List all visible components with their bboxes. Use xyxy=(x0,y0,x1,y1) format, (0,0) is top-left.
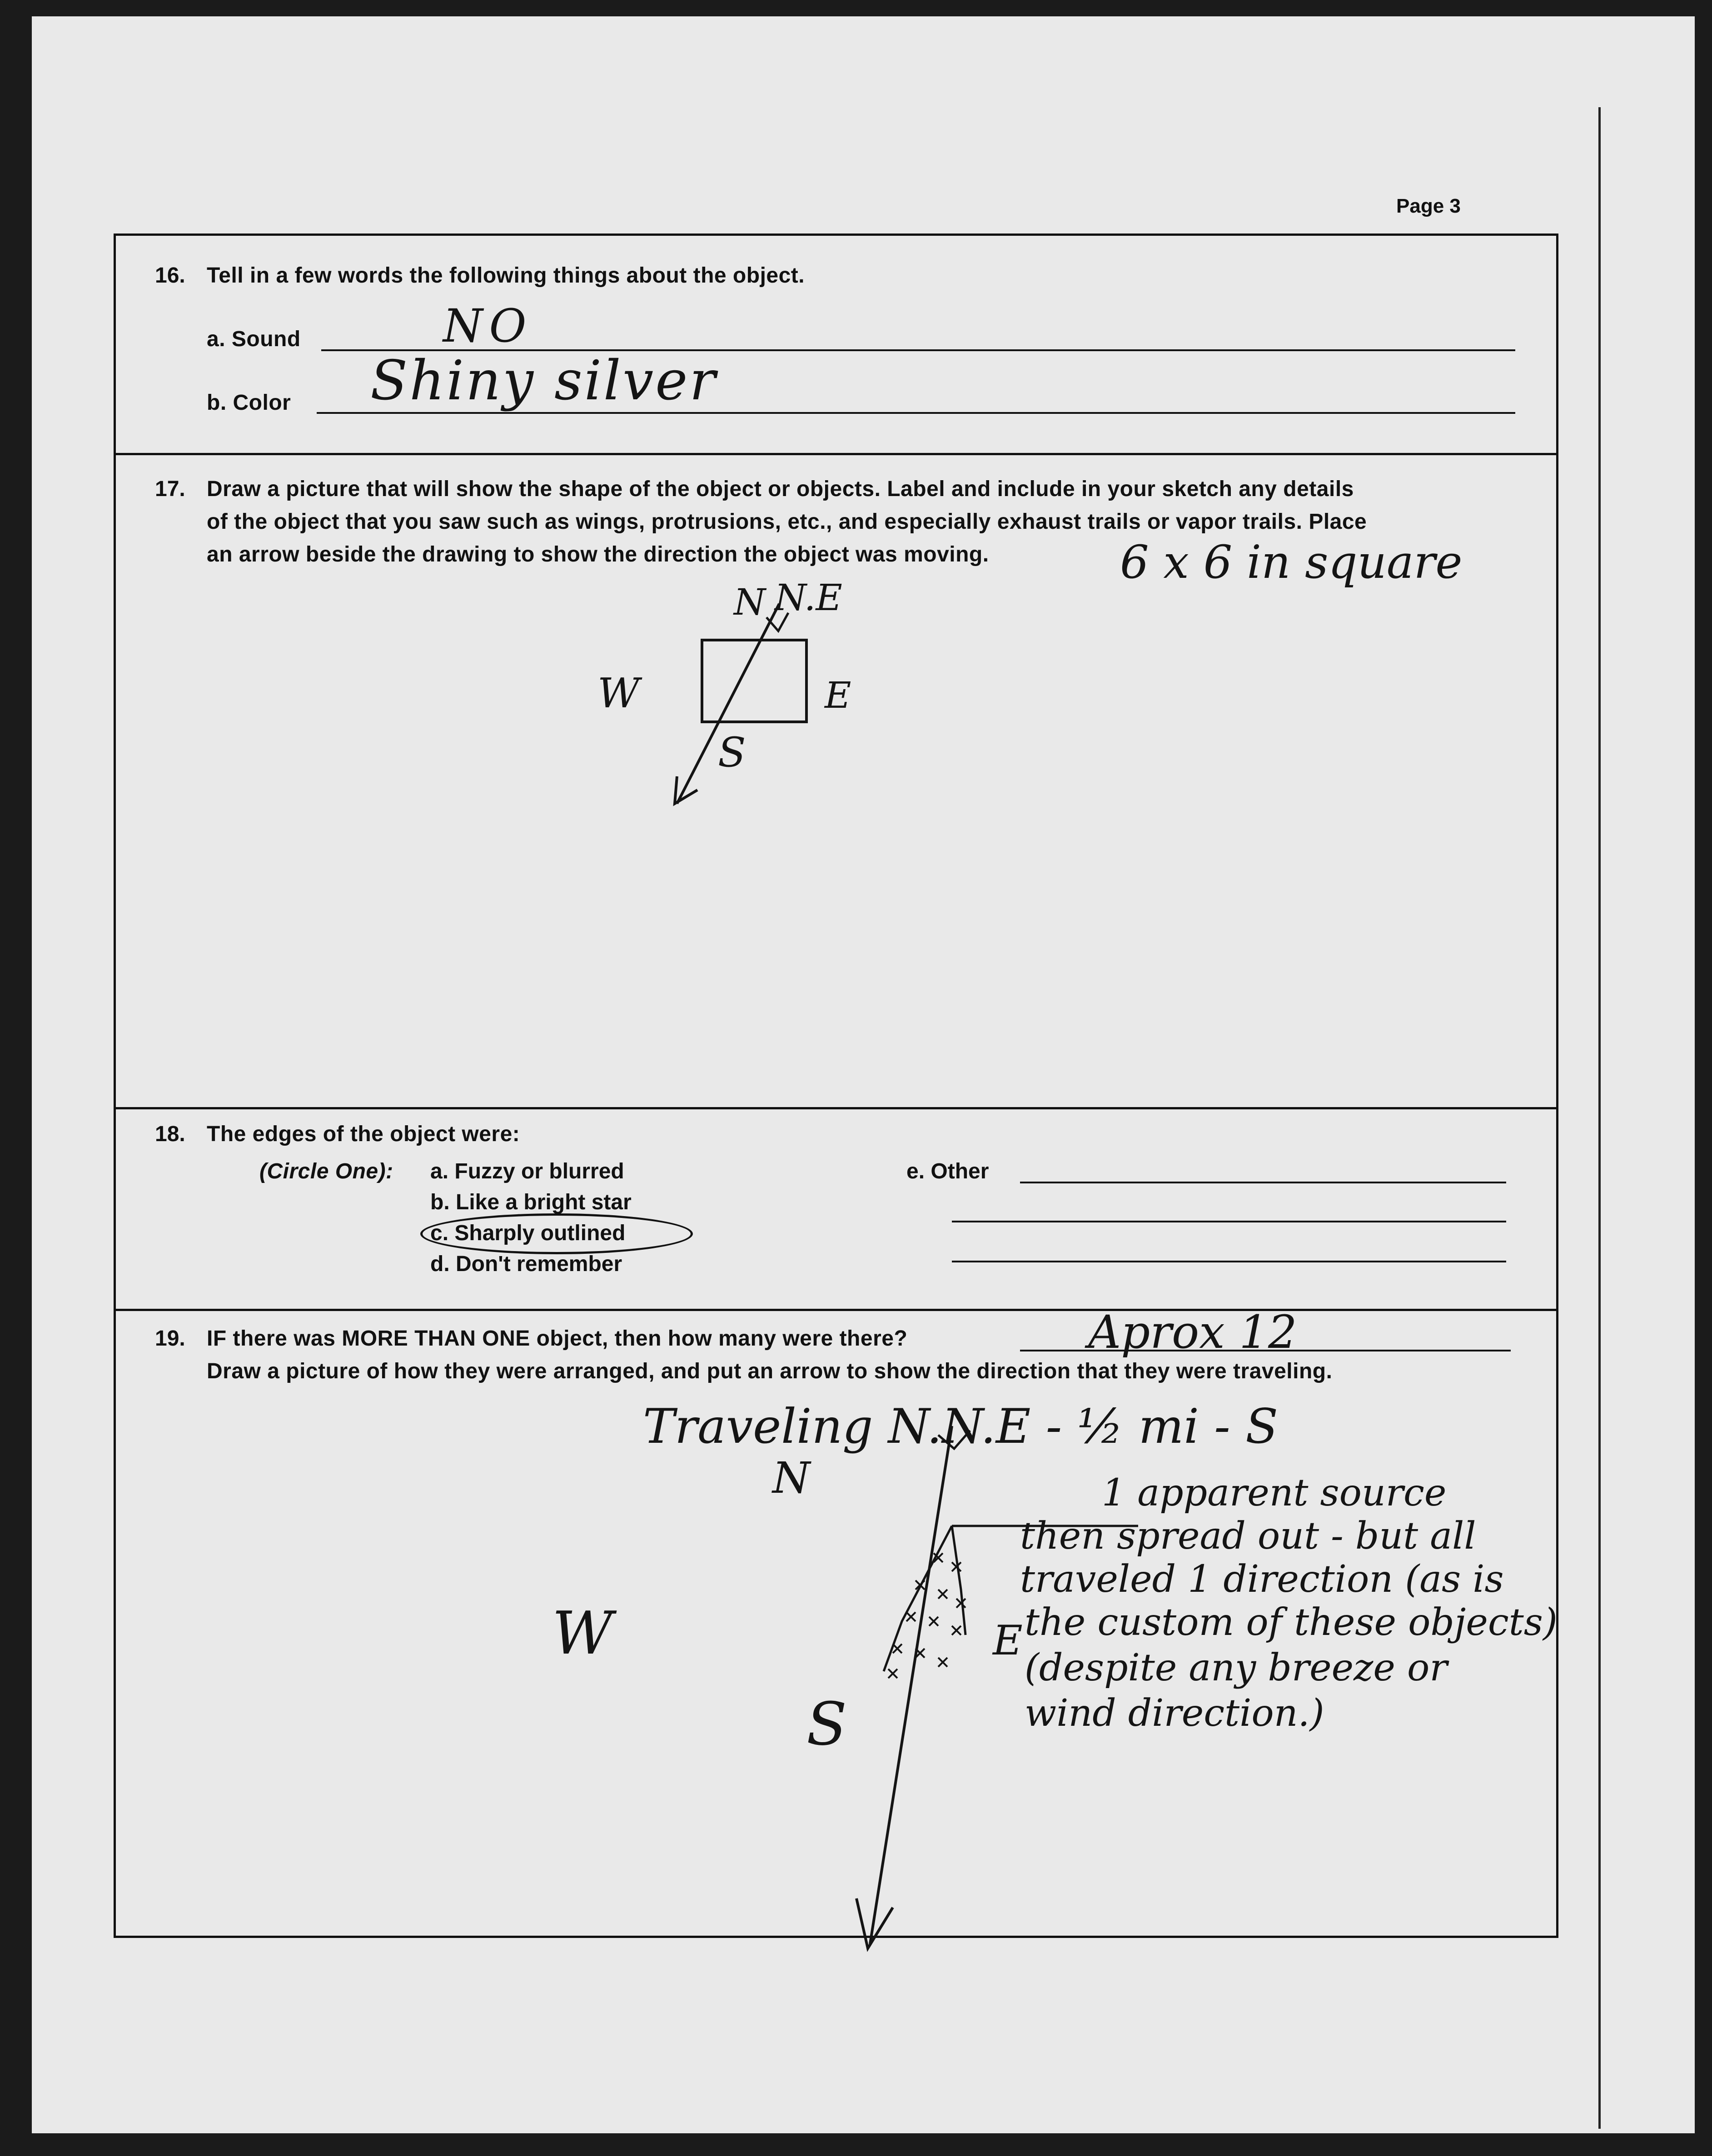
q18-option-e-label: e. Other xyxy=(906,1159,989,1183)
q17-number: 17. xyxy=(155,477,185,501)
q18-instruction: (Circle One): xyxy=(259,1159,393,1183)
q19-note-line-1: 1 apparent source xyxy=(1102,1471,1447,1515)
q19-line1: IF there was MORE THAN ONE object, then how many were there? xyxy=(207,1326,908,1351)
q17-compass-ne: N.E xyxy=(775,576,842,619)
q17-line1: Draw a picture that will show the shape of the object or objects. Label and include in your sketch any details xyxy=(207,477,1354,501)
q19-note-line-5: (despite any breeze or xyxy=(1025,1646,1448,1689)
q16-sound-label: a. Sound xyxy=(207,327,301,351)
q17-compass-w: W xyxy=(597,670,640,717)
divider-17-18 xyxy=(116,1107,1556,1109)
divider-18-19 xyxy=(116,1309,1556,1311)
q18-other-line-2[interactable] xyxy=(952,1221,1506,1222)
q19-arrow-tail xyxy=(938,1431,970,1449)
q19-line2: Draw a picture of how they were arranged, and put an arrow to show the direction that they were traveling. xyxy=(207,1359,1333,1383)
q19-compass-e: E xyxy=(993,1617,1023,1664)
q16-number: 16. xyxy=(155,263,185,288)
form-page xyxy=(32,16,1695,2133)
q18-number: 18. xyxy=(155,1122,185,1146)
q18-option-a[interactable]: a. Fuzzy or blurred xyxy=(430,1159,624,1183)
q18-option-b[interactable]: b. Like a bright star xyxy=(430,1190,632,1214)
q17-line3: an arrow beside the drawing to show the direction the object was moving. xyxy=(207,542,989,566)
q19-compass-w: W xyxy=(552,1599,613,1668)
q17-size-note: 6 x 6 in square xyxy=(1120,536,1463,589)
q18-other-line-3[interactable] xyxy=(952,1261,1506,1262)
q17-compass-s: S xyxy=(718,729,746,776)
page-edge-line xyxy=(1598,107,1601,2129)
q19-compass-n: N xyxy=(772,1453,811,1503)
q19-compass-s: S xyxy=(806,1689,847,1759)
q17-line2: of the object that you saw such as wings, protrusions, etc., and especially exhaust trails or vapor trails. Place xyxy=(207,510,1367,534)
q17-compass-e: E xyxy=(825,674,851,716)
q16-sound-answer[interactable]: NO xyxy=(443,299,533,353)
divider-16-17 xyxy=(116,453,1556,455)
page-number: Page 3 xyxy=(1396,195,1461,217)
q18-other-line-1[interactable] xyxy=(1020,1182,1506,1183)
q19-number: 19. xyxy=(155,1326,185,1351)
form-frame xyxy=(114,233,1558,1938)
q16-color-label: b. Color xyxy=(207,391,291,415)
q18-text: The edges of the object were: xyxy=(207,1122,520,1146)
q18-selection-circle xyxy=(420,1213,693,1254)
q16-text: Tell in a few words the following things about the object. xyxy=(207,263,805,288)
q19-direction-arrow-shaft xyxy=(870,1426,952,1944)
q19-note-line-3: traveled 1 direction (as is xyxy=(1020,1558,1504,1601)
q17-compass-n: N xyxy=(734,581,766,623)
q18-option-c[interactable]: c. Sharply outlined xyxy=(430,1221,626,1245)
q19-count-answer[interactable]: Aprox 12 xyxy=(1088,1306,1297,1359)
q19-note-line-6: wind direction.) xyxy=(1025,1692,1324,1735)
q19-note-line-4: the custom of these objects) xyxy=(1025,1601,1558,1644)
q18-option-d[interactable]: d. Don't remember xyxy=(430,1252,622,1276)
q19-travel-note: Traveling N.N.E - ½ mi - S xyxy=(643,1399,1279,1454)
q16-color-answer[interactable]: Shiny silver xyxy=(370,349,717,412)
q17-sketch xyxy=(607,595,925,867)
q19-note-line-2: then spread out - but all xyxy=(1020,1515,1476,1558)
